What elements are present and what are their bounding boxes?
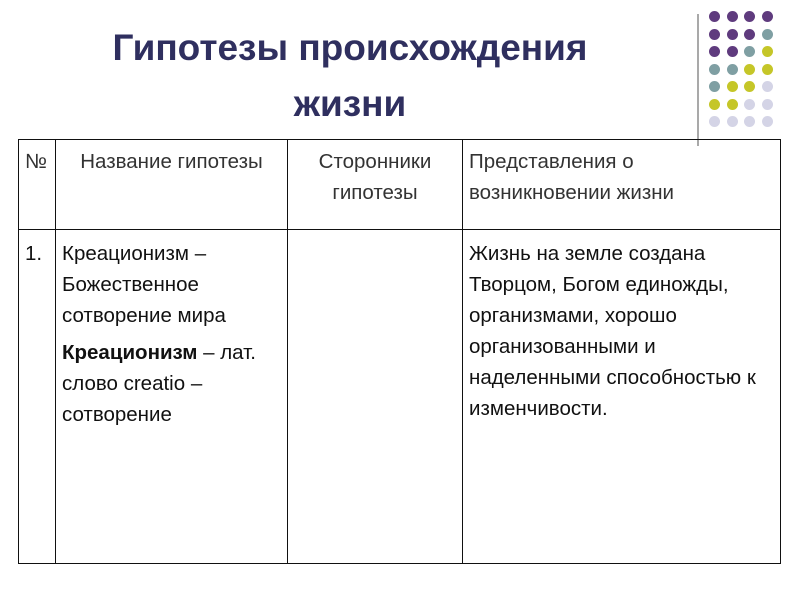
- decorative-dot: [727, 81, 738, 92]
- table-header-row: [19, 140, 781, 230]
- header-ideas: Представления о возникновении жизни: [463, 140, 781, 230]
- decorative-dot: [709, 64, 720, 75]
- decorative-dot: [709, 11, 720, 22]
- decorative-dot: [727, 46, 738, 57]
- header-number: №: [19, 140, 56, 230]
- slide-title: [40, 20, 660, 132]
- decorative-dot: [744, 11, 755, 22]
- header-hypothesis-name: Название гипотезы: [56, 140, 288, 230]
- row-supporters: [288, 230, 463, 564]
- title-line-1: Гипотезы происхождения: [112, 27, 588, 68]
- decorative-dot: [762, 64, 773, 75]
- decorative-dot: [727, 11, 738, 22]
- decorative-dot: [727, 116, 738, 127]
- decorative-dot: [762, 99, 773, 110]
- decorative-dot: [762, 29, 773, 40]
- decorative-dot: [762, 81, 773, 92]
- hypotheses-table: [18, 139, 781, 564]
- decorative-vertical-line: [697, 14, 699, 146]
- decorative-dot: [744, 46, 755, 57]
- decorative-dot: [709, 29, 720, 40]
- table-row: [19, 230, 781, 564]
- decorative-dot: [709, 81, 720, 92]
- decorative-dot: [744, 64, 755, 75]
- decorative-dot: [744, 29, 755, 40]
- decorative-dot: [709, 116, 720, 127]
- header-supporters: Сторонники гипотезы: [288, 140, 463, 230]
- decorative-dot: [744, 81, 755, 92]
- decorative-dot: [744, 99, 755, 110]
- decorative-dot: [727, 29, 738, 40]
- row-hypothesis-name: [56, 230, 288, 564]
- decorative-dot: [762, 46, 773, 57]
- decorative-dot: [762, 11, 773, 22]
- name-etymology: [62, 337, 281, 430]
- decorative-dot: [744, 116, 755, 127]
- decorative-dot-grid: [709, 11, 769, 131]
- title-line-2: жизни: [293, 83, 407, 124]
- decorative-dot: [727, 99, 738, 110]
- row-number: 1.: [19, 230, 56, 564]
- decorative-dot: [709, 46, 720, 57]
- decorative-dot: [709, 99, 720, 110]
- name-description: Креационизм – Божественное сотворение мира: [62, 242, 226, 327]
- row-ideas: [463, 230, 781, 564]
- decorative-dot: [762, 116, 773, 127]
- term-etymology: – лат. слово creatio – сотворение: [62, 341, 256, 426]
- term-bold: Креационизм: [62, 341, 198, 364]
- ideas-text: Жизнь на земле создана Творцом, Богом единожды, организмами, хорошо организованными и наделенными способностью к изменчивости.: [469, 242, 756, 420]
- decorative-dot: [727, 64, 738, 75]
